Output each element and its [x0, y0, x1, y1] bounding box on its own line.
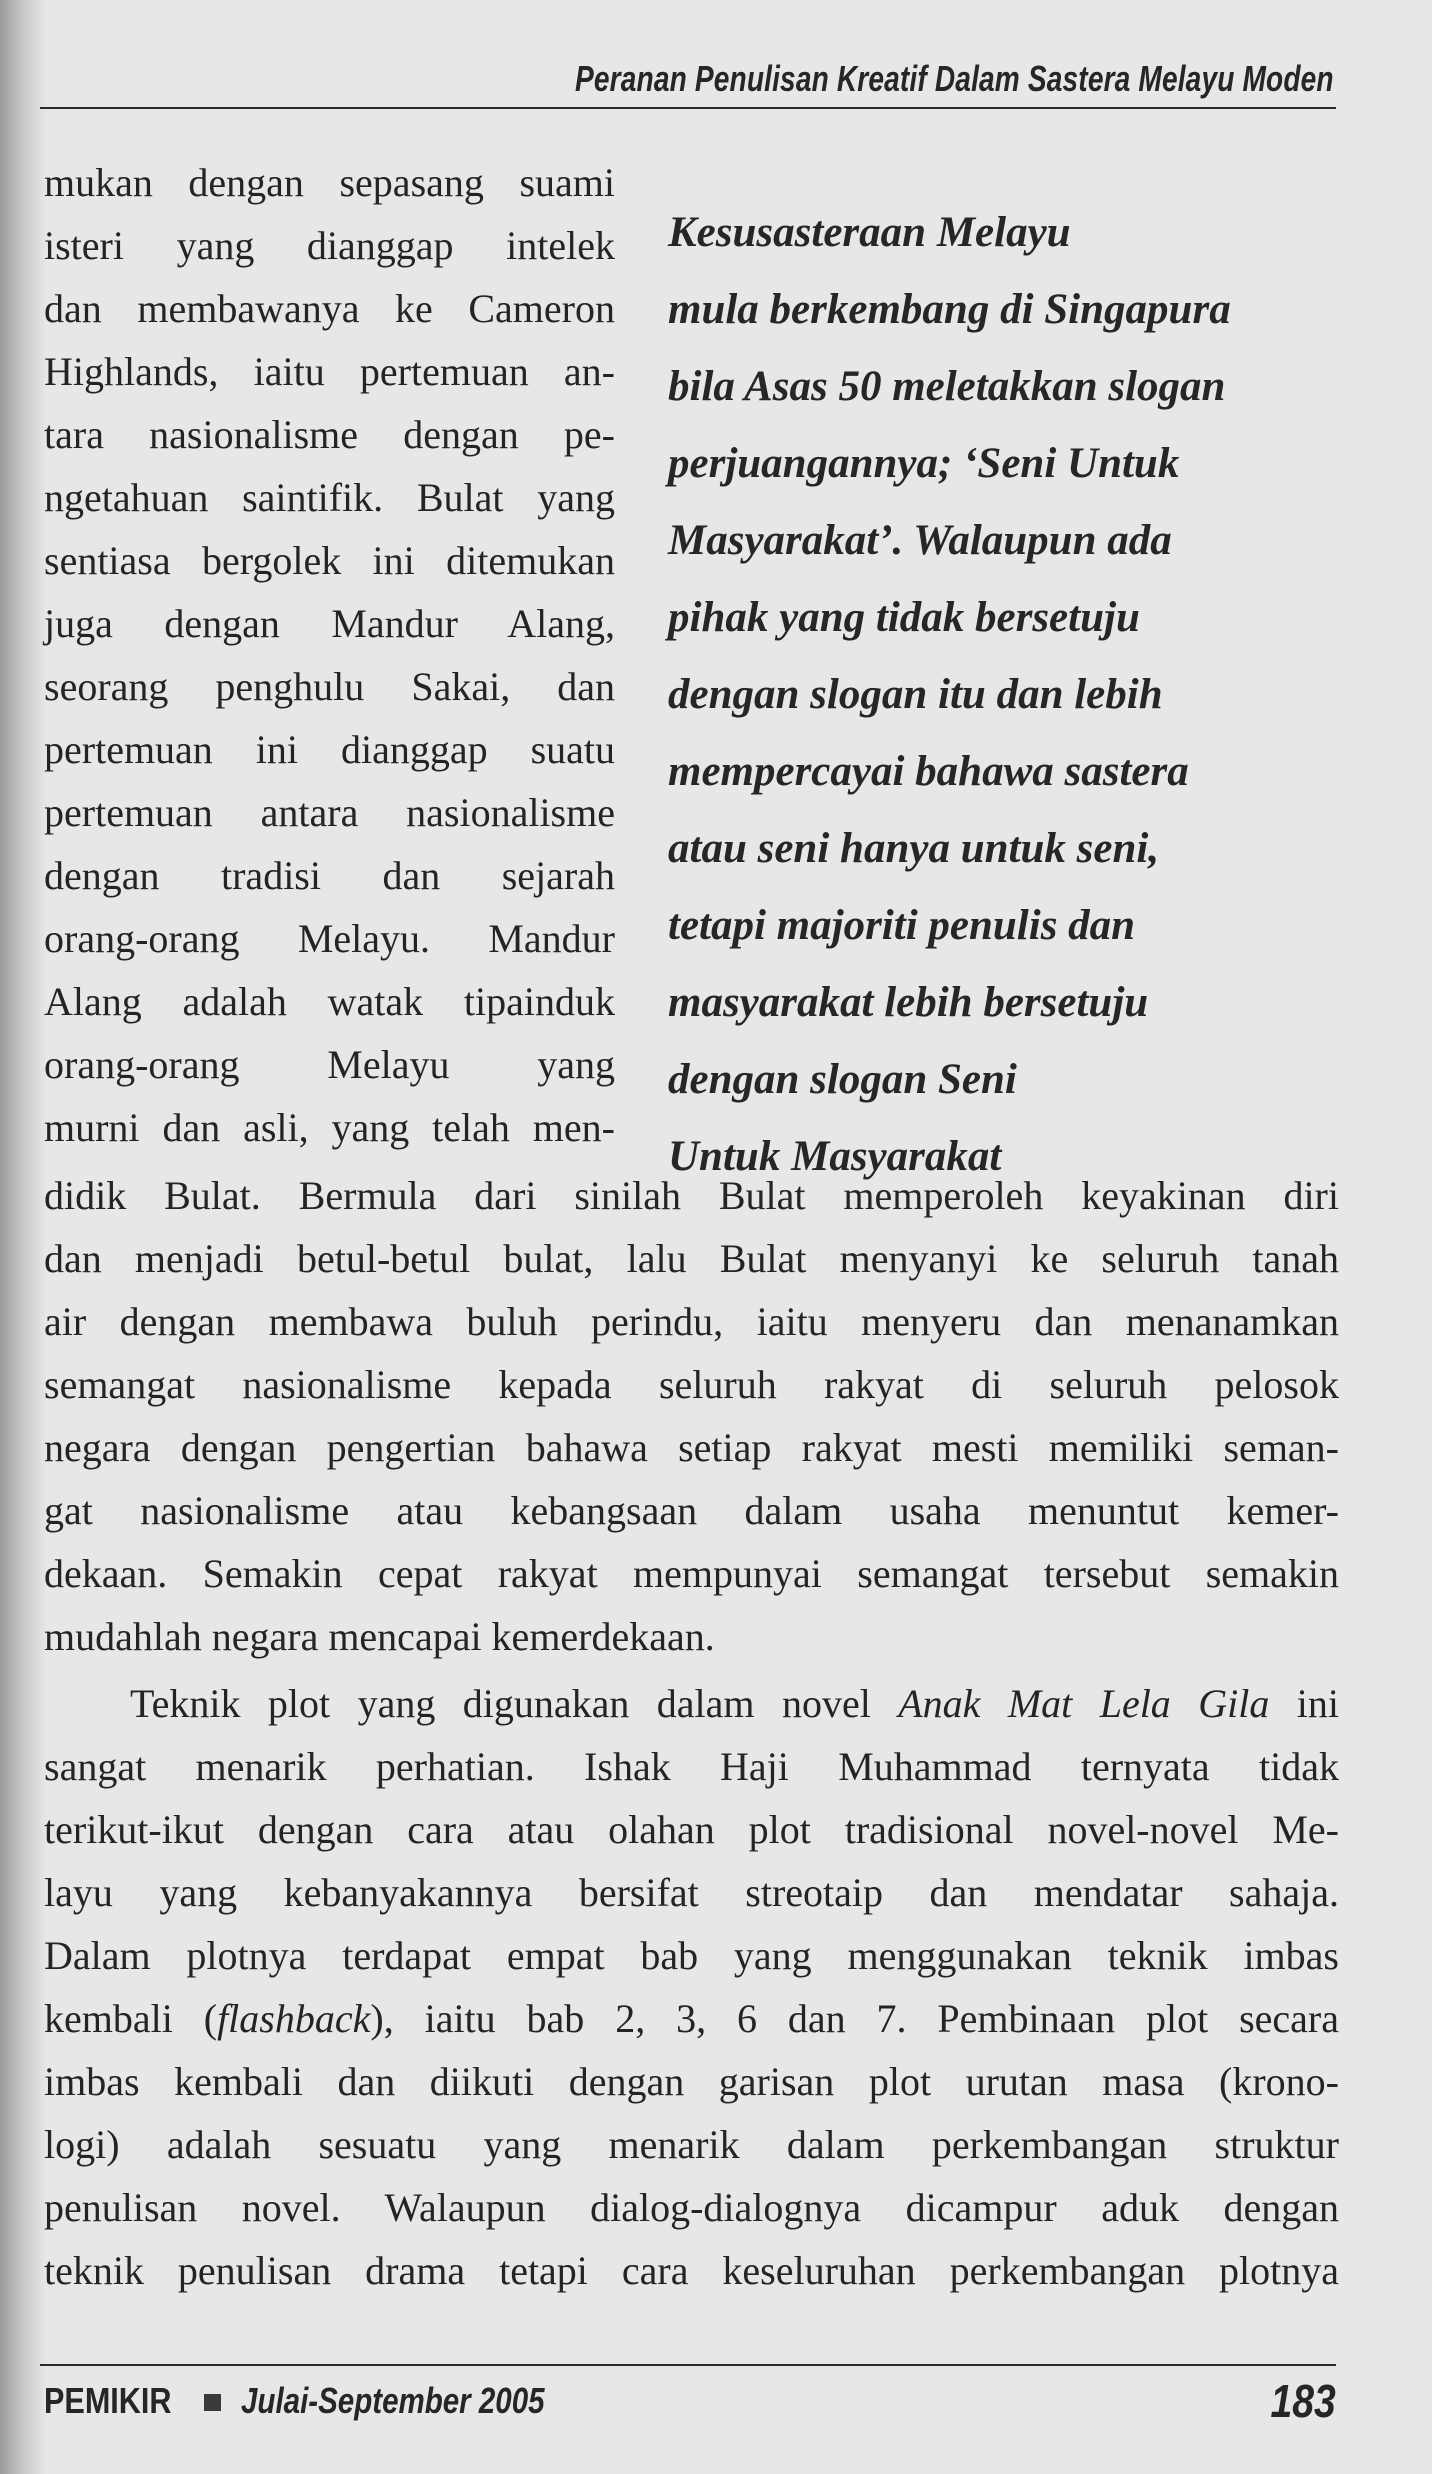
paragraph-line: semangat nasionalisme kepada seluruh rakyat di seluruh pelosok: [44, 1362, 1339, 1407]
novel-title: Anak Mat Lela Gila: [898, 1681, 1270, 1726]
paragraph-line: didik Bulat. Bermula dari sinilah Bulat memperoleh keyakinan diri: [44, 1173, 1339, 1218]
paragraph-line: gat nasionalisme atau kebangsaan dalam usaha menuntut kemer-: [44, 1488, 1339, 1533]
paragraph-line: sangat menarik perhatian. Ishak Haji Muhammad ternyata tidak: [44, 1744, 1339, 1789]
issue-date: Julai-September 2005: [241, 2380, 545, 2421]
column-line: pertemuan ini dianggap suatu: [44, 727, 615, 772]
column-line: murni dan asli, yang telah men-: [44, 1105, 615, 1150]
pull-quote-line: bila Asas 50 meletakkan slogan: [668, 363, 1226, 410]
square-bullet-icon: [204, 2394, 221, 2411]
paragraph-line: penulisan novel. Walaupun dialog-dialognya dicampur aduk dengan: [44, 2185, 1339, 2230]
paragraph-line: air dengan membawa buluh perindu, iaitu menyeru dan menanamkan: [44, 1299, 1339, 1344]
paragraph-line: layu yang kebanyakannya bersifat streotaip dan mendatar sahaja.: [44, 1870, 1339, 1915]
page-number: 183: [1270, 2375, 1336, 2427]
text-run: kembali (: [44, 1996, 218, 2041]
pull-quote-line: pihak yang tidak bersetuju: [668, 594, 1140, 641]
paragraph-line: Dalam plotnya terdapat empat bab yang menggunakan teknik imbas: [44, 1933, 1339, 1978]
text-run: ), iaitu bab 2, 3, 6 dan 7. Pembinaan plot secara: [370, 1996, 1339, 2041]
pull-quote-line: mempercayai bahawa sastera: [668, 748, 1189, 795]
header-rule: [40, 107, 1336, 109]
footer-publication: [44, 2380, 611, 2422]
paragraph-line: logi) adalah sesuatu yang menarik dalam perkembangan struktur: [44, 2122, 1339, 2167]
pull-quote-line: masyarakat lebih bersetuju: [668, 979, 1149, 1026]
text-run: ini: [1269, 1681, 1339, 1726]
pull-quote-line: atau seni hanya untuk seni,: [668, 825, 1160, 872]
pull-quote-line: tetapi majoriti penulis dan: [668, 902, 1136, 949]
paragraph-line: dekaan. Semakin cepat rakyat mempunyai semangat tersebut semakin: [44, 1551, 1339, 1596]
column-line: mukan dengan sepasang suami: [44, 160, 615, 205]
page-edge-shadow: [0, 0, 46, 2474]
magazine-name: PEMIKIR: [44, 2380, 172, 2421]
pull-quote-line: dengan slogan itu dan lebih: [668, 671, 1163, 718]
pull-quote-line: Kesusasteraan Melayu: [668, 209, 1071, 256]
running-header: Peranan Penulisan Kreatif Dalam Sastera Melayu Moden: [575, 58, 1334, 99]
paragraph-line: imbas kembali dan diikuti dengan garisan plot urutan masa (krono-: [44, 2059, 1339, 2104]
column-line: sentiasa bergolek ini ditemukan: [44, 538, 615, 583]
column-line: isteri yang dianggap intelek: [44, 223, 615, 268]
column-line: tara nasionalisme dengan pe-: [44, 412, 615, 457]
pull-quote-line: mula berkembang di Singapura: [668, 286, 1231, 333]
paragraph-line: dan menjadi betul-betul bulat, lalu Bulat menyanyi ke seluruh tanah: [44, 1236, 1339, 1281]
column-line: orang-orang Melayu yang: [44, 1042, 615, 1087]
column-line: dan membawanya ke Cameron: [44, 286, 615, 331]
pull-quote-line: Masyarakat’. Walaupun ada: [668, 517, 1172, 564]
footer-rule: [40, 2364, 1336, 2366]
column-line: seorang penghulu Sakai, dan: [44, 664, 615, 709]
paragraph-line: teknik penulisan drama tetapi cara keseluruhan perkembangan plotnya: [44, 2248, 1339, 2293]
column-line: ngetahuan saintifik. Bulat yang: [44, 475, 615, 520]
pull-quote-line: Untuk Masyarakat: [668, 1133, 1002, 1180]
pull-quote-line: perjuangannya; ‘Seni Untuk: [668, 440, 1180, 487]
column-line: Alang adalah watak tipainduk: [44, 979, 615, 1024]
paragraph-line: mudahlah negara mencapai kemerdekaan.: [44, 1614, 715, 1659]
column-line: Highlands, iaitu pertemuan an-: [44, 349, 615, 394]
paragraph-line: negara dengan pengertian bahawa setiap rakyat mesti memiliki seman-: [44, 1425, 1339, 1470]
paragraph-line: [44, 1987, 1339, 2050]
column-line: dengan tradisi dan sejarah: [44, 853, 615, 898]
column-line: juga dengan Mandur Alang,: [44, 601, 615, 646]
pull-quote-line: dengan slogan Seni: [668, 1056, 1017, 1103]
italic-term: flashback: [217, 1996, 371, 2041]
column-line: orang-orang Melayu. Mandur: [44, 916, 615, 961]
column-line: pertemuan antara nasionalisme: [44, 790, 615, 835]
text-run: Teknik plot yang digunakan dalam novel: [130, 1681, 899, 1726]
paragraph-line: terikut-ikut dengan cara atau olahan plot tradisional novel-novel Me-: [44, 1807, 1339, 1852]
paragraph-line: [130, 1672, 1339, 1735]
